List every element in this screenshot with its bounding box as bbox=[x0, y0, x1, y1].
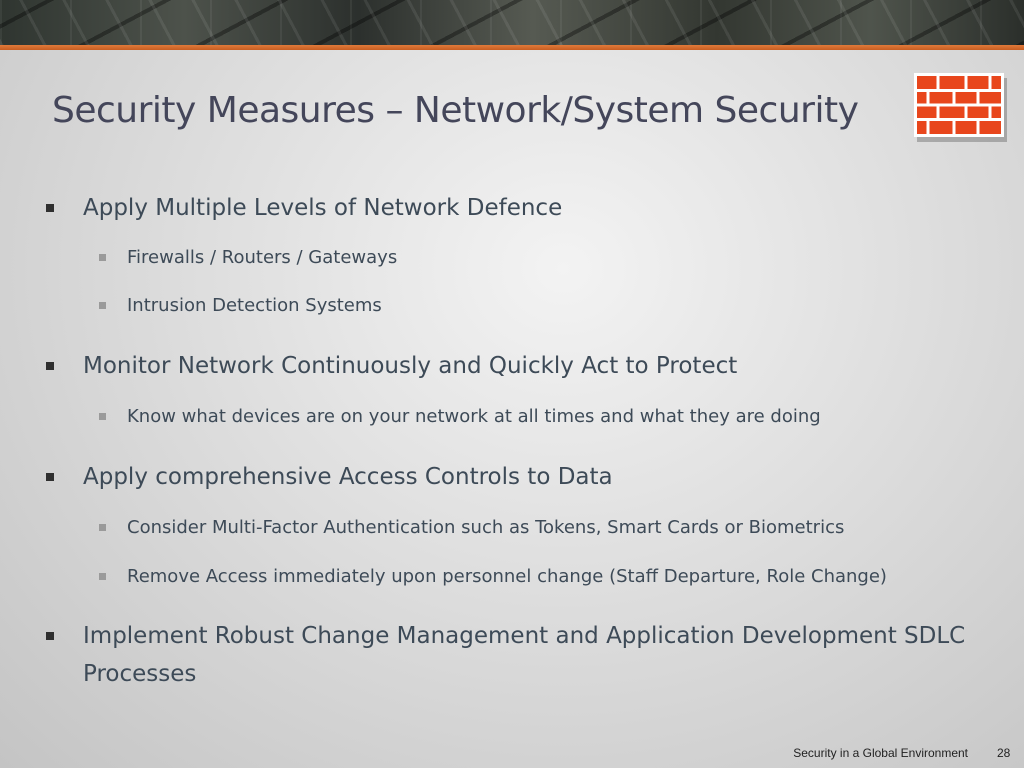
sub-bullet-text: Know what devices are on your network at all times and what they are doing bbox=[127, 406, 821, 427]
sub-bullet-text: Consider Multi-Factor Authentication such as Tokens, Smart Cards or Biometrics bbox=[127, 517, 845, 538]
bullet-text: Monitor Network Continuously and Quickly Act to Protect bbox=[83, 353, 738, 379]
bullet-item bbox=[83, 347, 1003, 385]
bullet-item bbox=[83, 617, 983, 693]
sub-bullet-item bbox=[127, 246, 397, 270]
sub-bullet-text: Remove Access immediately upon personnel change (Staff Departure, Role Change) bbox=[127, 566, 887, 587]
square-bullet-icon bbox=[46, 473, 54, 481]
bullet-text: Implement Robust Change Management and Application Development SDLC Processes bbox=[83, 623, 966, 687]
sub-bullet-item bbox=[127, 516, 844, 540]
sub-bullet-text: Firewalls / Routers / Gateways bbox=[127, 247, 398, 268]
square-bullet-icon bbox=[46, 632, 54, 640]
square-bullet-icon bbox=[99, 573, 106, 580]
square-bullet-icon bbox=[99, 524, 106, 531]
sub-bullet-text: Intrusion Detection Systems bbox=[127, 295, 382, 316]
square-bullet-icon bbox=[99, 413, 106, 420]
bullet-item bbox=[83, 458, 1003, 496]
square-bullet-icon bbox=[99, 302, 106, 309]
sub-bullet-item bbox=[127, 405, 821, 429]
square-bullet-icon bbox=[46, 204, 54, 212]
square-bullet-icon bbox=[46, 362, 54, 370]
bullet-text: Apply Multiple Levels of Network Defence bbox=[83, 195, 563, 221]
sub-bullet-item bbox=[127, 294, 382, 318]
sub-bullet-item bbox=[127, 565, 887, 589]
square-bullet-icon bbox=[99, 254, 106, 261]
footer-title: Security in a Global Environment bbox=[793, 746, 968, 760]
bullet-text: Apply comprehensive Access Controls to Data bbox=[83, 464, 613, 490]
page-number: 28 bbox=[997, 746, 1011, 760]
slide-title: Security Measures – Network/System Security bbox=[52, 90, 859, 131]
bullet-item bbox=[83, 189, 1003, 227]
